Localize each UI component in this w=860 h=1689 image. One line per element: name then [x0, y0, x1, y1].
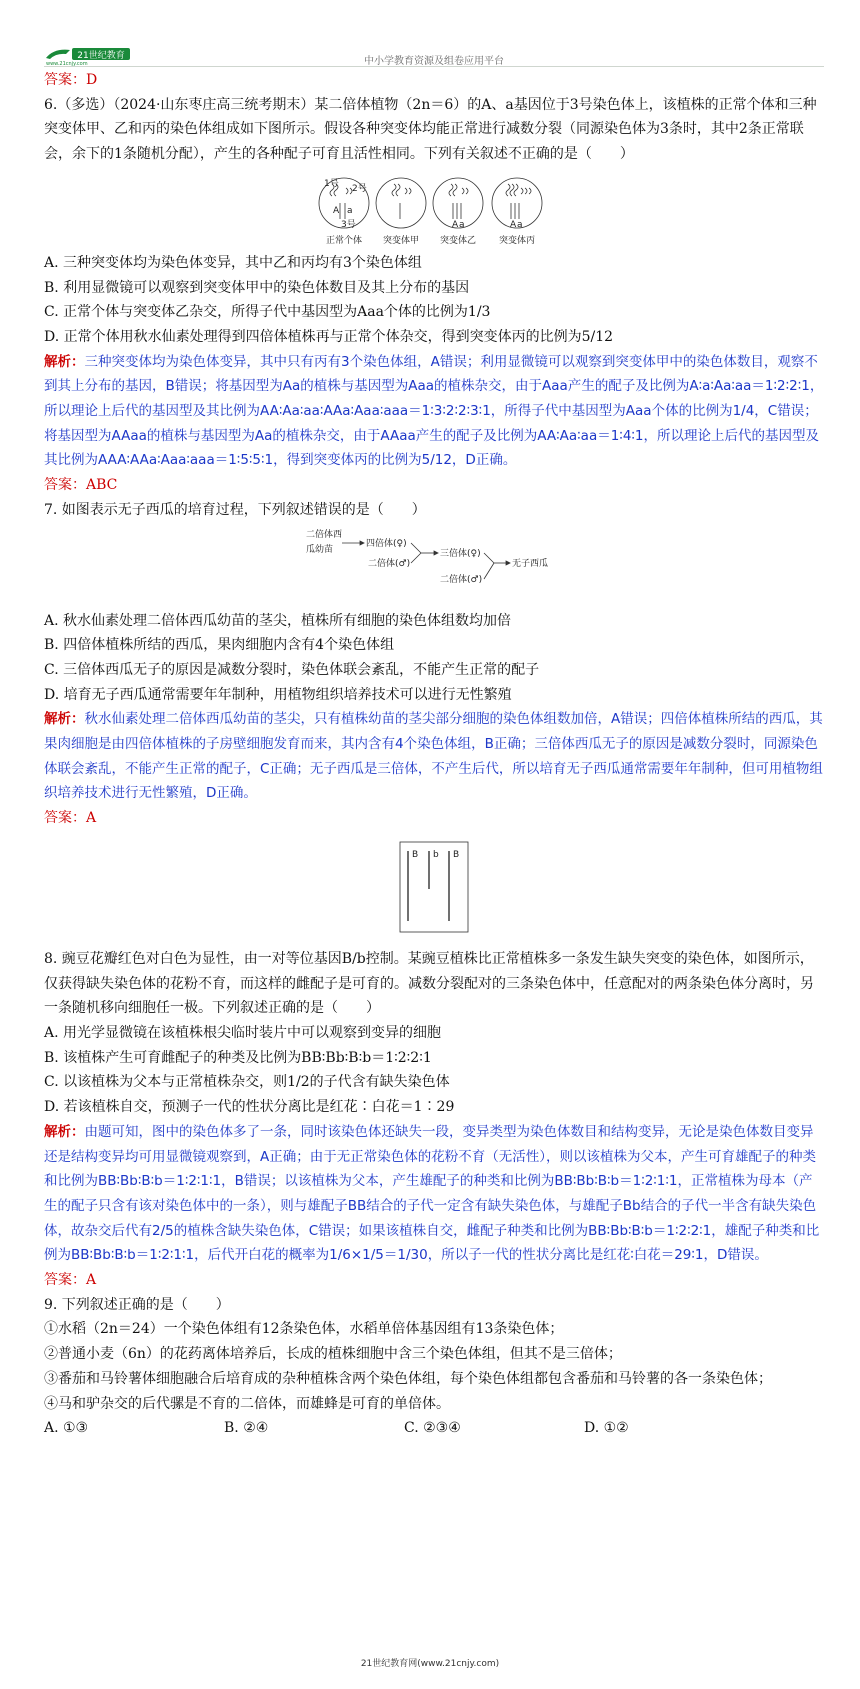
- explanation-label: 解析：: [44, 1123, 85, 1140]
- explanation-text: 三种突变体均为染色体变异，其中只有丙有3个染色体组，A错误；利用显微镜可以观察到突变体甲中的染色体数目，观察不到其上分布的基因，B错误；将基因型为Aa的植株与基因型为Aaa的植株杂交，由于Aaa产生的配子及比例为A∶a∶Aa∶aa＝1∶2∶2∶1，所以理论上后代的基因型及其比例为AA∶Aa∶aa∶AAa∶Aaa∶aaa＝1∶3∶2∶2∶3∶1，所得子代中基因型为Aaa个体的比例为1/4，C错误；将基因型为AAaa的植株与基因型为Aa的植株杂交，由于AAaa产生的配子及比例为AA∶Aa∶aa＝1∶4∶1，所以理论上后代的基因型及其比例为AAA∶AAa∶Aaa∶aaa＝1∶5∶5∶1，得到突变体丙的比例为5/12，D正确。: [44, 353, 824, 469]
- q7-explanation: [44, 707, 824, 806]
- allele-label-b: b: [433, 849, 439, 860]
- q6-chromosome-figure: [314, 173, 554, 247]
- chromosome-label-1: 1号: [324, 178, 339, 189]
- q7-option-b: B. 四倍体植株所结的西瓜，果肉细胞内含有4个染色体组: [44, 637, 395, 654]
- q9-choice-b: B. ②④: [224, 1420, 269, 1437]
- allele-label-B1: B: [412, 849, 419, 860]
- q6-answer: [44, 473, 824, 498]
- q8-option-a: A. 用光学显微镜在该植株根尖临时装片中可以观察到变异的细胞: [44, 1024, 442, 1041]
- allele-label-B2: B: [453, 849, 460, 860]
- tetraploid-female-label: 四倍体(♀): [366, 538, 407, 549]
- q8-option-b: B. 该植株产生可育雌配子的种类及比例为BB∶Bb∶B∶b＝1∶2∶2∶1: [44, 1049, 432, 1066]
- answer-value: A: [86, 810, 97, 827]
- q8-option-d: D. 若该植株自交，预测子一代的性状分离比是红花∶白花＝1∶29: [44, 1099, 455, 1116]
- seedless-watermelon-label: 无子西瓜: [512, 558, 549, 569]
- diploid-male-label-2: 二倍体(♂): [440, 574, 483, 585]
- q9-item-2: ②普通小麦（6n）的花药离体培养后，长成的植株细胞中含三个染色体组，但其不是三倍体；: [44, 1346, 622, 1363]
- mutant-c-genes-2: a: [517, 219, 523, 230]
- explanation-text: 秋水仙素处理二倍体西瓜幼苗的茎尖，只有植株幼苗的茎尖部分细胞的染色体组数加倍，A错误；四倍体植株所结的西瓜，其果肉细胞是由四倍体植株的子房壁细胞发育而来，其内含有4个染色体组，B正确；三倍体西瓜无子的原因是减数分裂时，同源染色体联会紊乱，不能产生正常的配子，C正确；无子西瓜是三倍体，不产生后代，所以培育无子西瓜通常需要年年制种，但可用植物组织培养技术进行无性繁殖，D正确。: [44, 711, 823, 802]
- mutant-c-genes: A: [510, 219, 517, 230]
- q8-option-c: C. 以该植株为父本与正常植株杂交，则1/2的子代含有缺失染色体: [44, 1074, 450, 1091]
- q9-item-4: ④马和驴杂交的后代骡是不育的二倍体，而雄蜂是可育的单倍体。: [44, 1395, 450, 1412]
- q8-answer: [44, 1268, 824, 1293]
- seedling-label-line2: 瓜幼苗: [306, 544, 334, 555]
- figure-label-mutant-a: 突变体甲: [382, 235, 420, 246]
- gene-label-a: a: [347, 205, 353, 216]
- q9-choice-c: C. ②③④: [404, 1420, 461, 1437]
- q7-stem: 7. 如图表示无子西瓜的培育过程，下列叙述错误的是（ ）: [44, 501, 426, 518]
- header-divider: [44, 66, 824, 67]
- answer-label: 答案：: [44, 72, 86, 88]
- explanation-text: 由题可知，图中的染色体多了一条，同时该染色体还缺失一段，变异类型为染色体数目和结构变异，无论是染色体数目变异还是结构变异均可用显微镜观察到，A正确；由于无正常染色体的花粉不育（无活性），则以该植株为父本，产生可育雄配子的种类和比例为BB∶Bb∶B∶b＝1∶2∶1∶1，B错误；以该植株为父本，产生雄配子的种类和比例为BB∶Bb∶B∶b＝1∶2∶1∶1，正常植株为母本（产生的配子只含有该对染色体中的一条），则与雄配子BB结合的子代一定含有缺失染色体，与雄配子Bb结合的子代一半含有缺失染色体，故杂交后代有2/5的植株含缺失染色体，C错误；如果该植株自交，雌配子种类和比例为BB∶Bb∶B∶b＝1∶2∶2∶1，雄配子种类和比例为BB∶Bb∶B∶b＝1∶2∶1∶1，后代开白花的概率为1/6×1/5＝1/30，所以子一代的性状分离比是红花∶白花＝29∶1，D错误。: [44, 1123, 820, 1264]
- seedling-label-line1: 二倍体西: [306, 529, 343, 540]
- explanation-label: 解析：: [44, 711, 85, 728]
- q9-item-1: ①水稻（2n＝24）一个染色体组有12条染色体，水稻单倍体基因组有13条染色体；: [44, 1321, 564, 1338]
- explanation-label: 解析：: [44, 353, 85, 370]
- q6-option-d: D. 正常个体用秋水仙素处理得到四倍体植株再与正常个体杂交，得到突变体丙的比例为5/12: [44, 328, 614, 345]
- answer-label: 答案：: [44, 1272, 86, 1289]
- logo-subtext: www.21cnjy.com: [46, 61, 88, 66]
- triploid-female-label: 三倍体(♀): [440, 548, 481, 559]
- q6-explanation: [44, 350, 824, 474]
- figure-label-normal: 正常个体: [325, 235, 363, 246]
- figure-label-mutant-b: 突变体乙: [439, 235, 477, 246]
- q6-option-c: C. 正常个体与突变体乙杂交，所得子代中基因型为Aaa个体的比例为1/3: [44, 304, 491, 321]
- q9-choices: [44, 1416, 824, 1441]
- q7-option-a: A. 秋水仙素处理二倍体西瓜幼苗的茎尖，植株所有细胞的染色体组数均加倍: [44, 612, 512, 629]
- q6-option-a: A. 三种突变体均为染色体变异，其中乙和丙均有3个染色体组: [44, 254, 422, 271]
- q7-option-c: C. 三倍体西瓜无子的原因是减数分裂时，染色体联会紊乱，不能产生正常的配子: [44, 661, 540, 678]
- q7-breeding-diagram: [304, 525, 564, 607]
- logo-text: 21世纪教育: [77, 51, 125, 61]
- diploid-male-label-1: 二倍体(♂): [368, 558, 411, 569]
- q8-explanation: [44, 1120, 824, 1268]
- figure-label-mutant-c: 突变体丙: [498, 235, 536, 246]
- mutant-b-genes-2: a: [459, 219, 465, 230]
- q9-choice-a: A. ①③: [44, 1420, 89, 1437]
- page-footer: 21世纪教育网(www.21cnjy.com): [360, 1659, 500, 1669]
- q7-option-d: D. 培育无子西瓜通常需要年年制种，用植物组织培养技术可以进行无性繁殖: [44, 686, 512, 703]
- q7-answer: [44, 806, 824, 831]
- q8-stem: 8. 豌豆花瓣红色对白色为显性，由一对等位基因B/b控制。某豌豆植株比正常植株多一条发生缺失突变的染色体，如图所示，仅获得缺失染色体的花粉不育，而这样的雌配子是可育的。减数分裂配对的三条染色体中，任意配对的两条染色体分离时，另一条随机移向细胞任一极。下列叙述正确的是（ ）: [44, 950, 814, 1017]
- mutant-b-genes: A: [452, 219, 459, 230]
- header-title: 中小学教育资源及组卷应用平台: [364, 56, 504, 67]
- q8-chromosome-figure: [399, 841, 469, 933]
- q6-stem: 6.（多选）（2024·山东枣庄高三统考期末）某二倍体植物（2n＝6）的A、a基因位于3号染色体上，该植株的正常个体和三种突变体甲、乙和丙的染色体组成如下图所示。假设各种突变体均能正常进行减数分裂（同源染色体为3条时，其中2条正常联会，余下的1条随机分配），产生的各种配子可育且活性相同。下列有关叙述不正确的是（ ）: [44, 96, 817, 163]
- q5-answer: [44, 68, 824, 93]
- answer-value: D: [86, 72, 98, 88]
- q9-stem: 9. 下列叙述正确的是（ ）: [44, 1296, 230, 1313]
- q9-choice-d: D. ①②: [584, 1420, 629, 1437]
- q9-item-3: ③番茄和马铃薯体细胞融合后培育成的杂种植株含两个染色体组，每个染色体组都包含番茄和马铃薯的各一条染色体；: [44, 1370, 772, 1387]
- gene-label-A: A: [333, 205, 340, 216]
- chromosome-label-3: 3号: [341, 219, 356, 230]
- page-header: [44, 38, 824, 68]
- q6-option-b: B. 利用显微镜可以观察到突变体甲中的染色体数目及其上分布的基因: [44, 279, 470, 296]
- chromosome-label-2: 2号: [352, 183, 367, 194]
- answer-label: 答案：: [44, 477, 86, 494]
- answer-value: A: [86, 1272, 97, 1289]
- answer-label: 答案：: [44, 810, 86, 827]
- answer-value: ABC: [86, 477, 118, 494]
- main-content: [44, 68, 824, 1441]
